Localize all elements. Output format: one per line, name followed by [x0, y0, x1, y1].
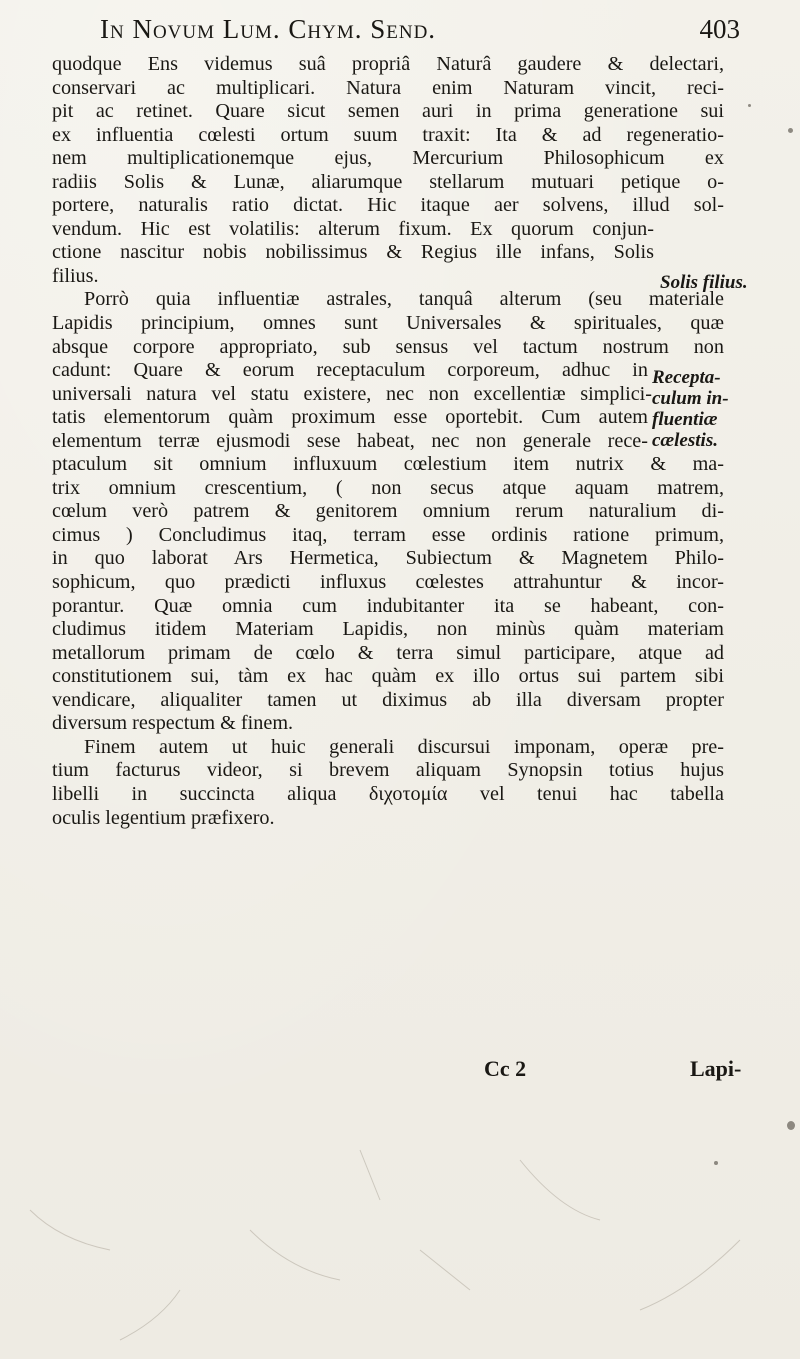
bleed-through-stroke	[30, 1210, 110, 1250]
ink-speck	[787, 1121, 795, 1130]
marginal-note-text: Solis filius.	[660, 272, 748, 293]
text-line: cadunt: Quare & eorum receptaculum corporeum, adhuc in	[52, 359, 648, 382]
text-line: metallorum primam de cœlo & terra simul participare, atque ad	[52, 641, 724, 664]
page-number: 403	[699, 14, 740, 44]
marginal-note-text: cælestis.	[652, 430, 718, 451]
page-header	[100, 14, 740, 50]
bleed-through-marks	[0, 1090, 800, 1359]
ink-speck	[788, 128, 793, 133]
text-line: vendicare, aliqualiter tamen ut diximus ab illa diversam propter	[52, 688, 724, 711]
text-line: trix omnium crescentium, ( non secus atque aquam matrem,	[52, 476, 724, 499]
body-text	[52, 53, 724, 830]
text-line: ex influentia cœlesti ortum suum traxit: Ita & ad regeneratio-	[52, 123, 724, 146]
text-line: constitutionem sui, tàm ex hac quàm ex illo ortus sui partem sibi	[52, 665, 724, 688]
text-line: nem multiplicationemque ejus, Mercurium Philosophicum ex	[52, 147, 724, 170]
text-line: vendum. Hic est volatilis: alterum fixum. Ex quorum conjun-	[52, 217, 654, 240]
text-line: diversum respectum & finem.	[52, 712, 294, 735]
text-line: tatis elementorum quàm proximum esse oportebit. Cum autem	[52, 406, 648, 429]
text-line: pit ac retinet. Quare sicut semen auri in prima generatione sui	[52, 100, 724, 123]
bleed-through-stroke	[520, 1160, 600, 1220]
text-line: filius.	[52, 264, 99, 287]
text-line: Lapidis principium, omnes sunt Universales & spirituales, quæ	[52, 312, 724, 335]
text-line: absque corpore appropriato, sub sensus vel tactum nostrum non	[52, 335, 724, 358]
marginal-note-solis-filius	[660, 272, 748, 293]
text-line: ctione nascitur nobis nobilissimus & Regius ille infans, Solis	[52, 241, 654, 264]
running-head: In Novum Lum. Chym. Send.	[100, 14, 437, 44]
text-line: universali natura vel statu existere, nec non excellentiæ simplici-	[52, 382, 652, 405]
text-line: in quo laborat Ars Hermetica, Subiectum & Magnetem Philo-	[52, 547, 724, 570]
text-line: cœlum verò patrem & genitorem omnium rerum naturalium di-	[52, 500, 724, 523]
bleed-through-stroke	[360, 1150, 380, 1200]
marginal-note-text: Recepta-	[652, 367, 721, 388]
bleed-through-stroke	[250, 1230, 340, 1280]
text-line: cludimus itidem Materiam Lapidis, non minùs quàm materiam	[52, 618, 724, 641]
text-line: conservari ac multiplicari. Natura enim Naturam vincit, reci-	[52, 76, 724, 99]
signature-mark: Cc 2	[484, 1056, 527, 1081]
text-line: sophicum, quo prædicti influxus cœlestes attrahuntur & incor-	[52, 571, 724, 594]
catchword: Lapi-	[690, 1056, 742, 1081]
bleed-through-stroke	[640, 1240, 740, 1310]
text-line: tium facturus videor, si brevem aliquam Synopsin totius hujus	[52, 759, 724, 782]
text-line: cimus ) Concludimus itaq, terram esse ordinis ratione primum,	[52, 523, 724, 546]
text-line: portere, naturalis ratio dictat. Hic itaque aer solvens, illud sol-	[52, 194, 724, 217]
bleed-through-stroke	[120, 1290, 180, 1340]
text-line: elementum terræ ejusmodi sese habeat, nec non generale rece-	[52, 429, 648, 452]
page-footer	[0, 1056, 800, 1090]
marginal-note-text: culum in-	[652, 388, 729, 409]
marginal-note-receptaculum	[652, 367, 729, 451]
text-line: porantur. Quæ omnia cum indubitanter ita se habeant, con-	[52, 594, 724, 617]
text-line: Porrò quia influentiæ astrales, tanquâ alterum (seu materiale	[84, 288, 724, 311]
text-line: libelli in succincta aliqua διχοτομία vel tenui hac tabella	[52, 782, 724, 805]
text-line: Finem autem ut huic generali discursui imponam, operæ pre-	[84, 735, 724, 758]
text-line: ptaculum sit omnium influxuum cœlestium item nutrix & ma-	[52, 453, 724, 476]
text-line: oculis legentium præfixero.	[52, 806, 275, 829]
bleed-through-stroke	[420, 1250, 470, 1290]
ink-speck	[714, 1161, 718, 1165]
text-line: radiis Solis & Lunæ, aliarumque stellarum mutuari petique o-	[52, 170, 724, 193]
ink-speck	[748, 104, 751, 107]
text-line: quodque Ens videmus suâ propriâ Naturâ gaudere & delectari,	[52, 53, 724, 75]
marginal-note-text: fluentiæ	[652, 409, 718, 430]
